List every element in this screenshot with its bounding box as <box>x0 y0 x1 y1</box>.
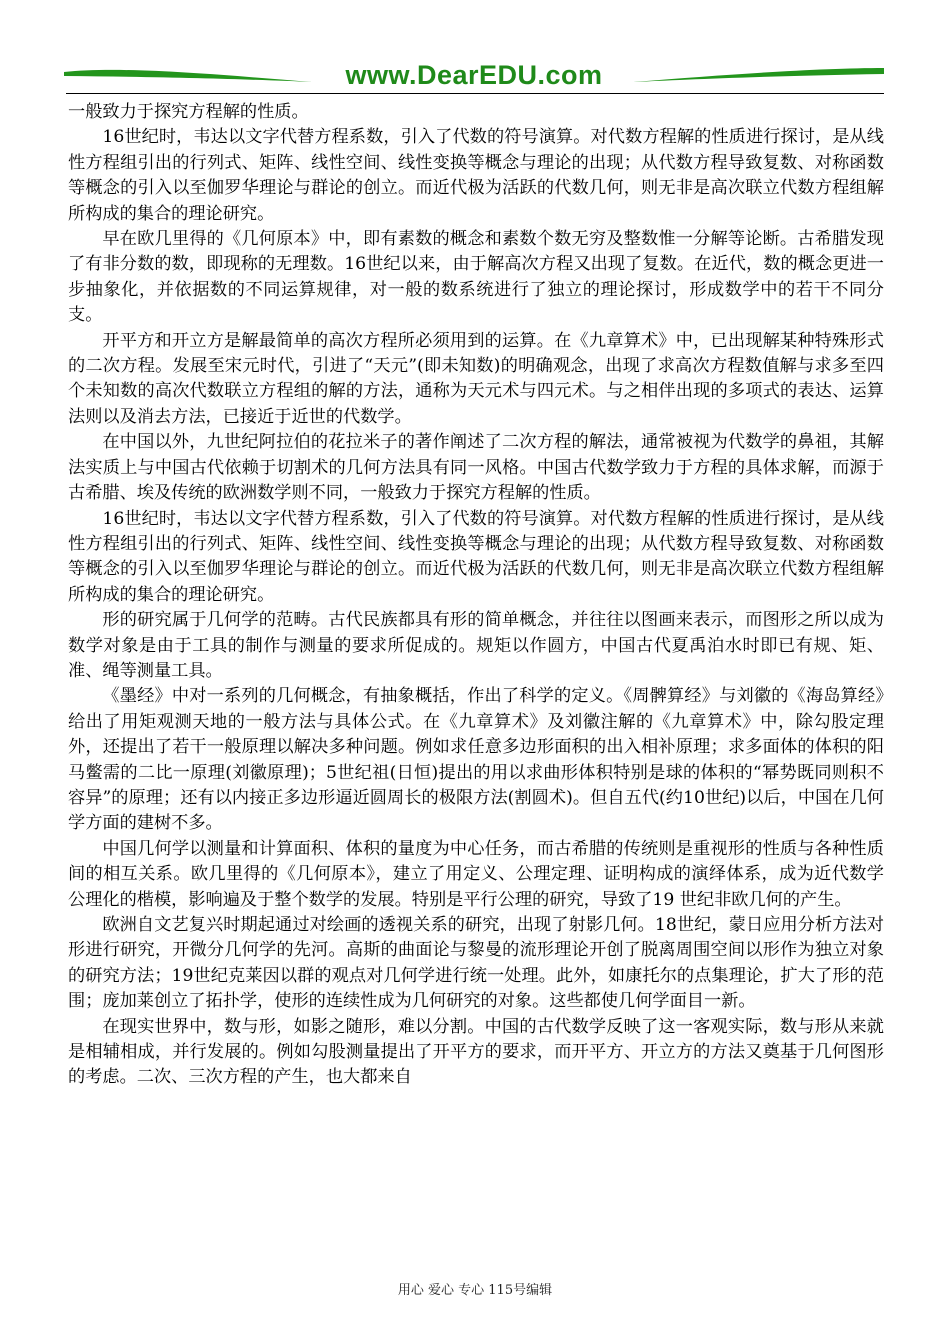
paragraph: 欧洲自文艺复兴时期起通过对绘画的透视关系的研究，出现了射影几何。18世纪，蒙日应用分析方法对形进行研究，开微分几何学的先河。高斯的曲面论与黎曼的流形理论开创了脱离周围空间以形作为独立对象的研究方法；19世纪克莱因以群的观点对几何学进行统一处理。此外，如康托尔的点集理论，扩大了形的范围；庞加莱创立了拓扑学，使形的连续性成为几何研究的对象。这些都使几何学面目一新。 <box>68 915 884 1012</box>
paragraph: 早在欧几里得的《几何原本》中，即有素数的概念和素数个数无穷及整数惟一分解等论断。古希腊发现了有非分数的数，即现称的无理数。16世纪以来，由于解高次方程又出现了复数。在近代，数的概念更进一步抽象化，并依据数的不同运算规律，对一般的数系统进行了独立的理论探讨，形成数学中的若干不同分支。 <box>68 229 884 326</box>
paragraph: 在中国以外，九世纪阿拉伯的花拉米子的著作阐述了二次方程的解法，通常被视为代数学的鼻祖，其解法实质上与中国古代依赖于切割术的几何方法具有同一风格。中国古代数学致力于方程的具体求解，而源于古希腊、埃及传统的欧洲数学则不同，一般致力于探究方程解的性质。 <box>68 432 884 504</box>
paragraph: 形的研究属于几何学的范畴。古代民族都具有形的简单概念，并往往以图画来表示，而图形之所以成为数学对象是由于工具的制作与测量的要求所促成的。规矩以作圆方，中国古代夏禹泊水时即已有规、矩、准、绳等测量工具。 <box>68 610 884 681</box>
site-title: www.DearEDU.com <box>345 60 603 90</box>
paragraph: 在现实世界中，数与形，如影之随形，难以分割。中国的古代数学反映了这一客观实际，数与形从来就是相辅相成，并行发展的。例如勾股测量提出了开平方的要求，而开平方、开立方的方法又奠基于几何图形的考虑。二次、三次方程的产生，也大都来自 <box>68 1016 884 1088</box>
paragraph: 《墨经》中对一系列的几何概念，有抽象概括，作出了科学的定义。《周髀算经》与刘徽的《海岛算经》给出了用矩观测天地的一般方法与具体公式。在《九章算术》及刘徽注解的《九章算术》中，除勾股定理外，还提出了若干一般原理以解决多种问题。例如求任意多边形面积的出入相补原理；求多面体的体积的阳马鳖需的二比一原理(刘徽原理)；5世纪祖(日恒)提出的用以求曲形体积特别是球的体积的“幂势既同则积不容异”的原理；还有以内接正多边形逼近圆周长的极限方法(割圆术)。但自五代(约10世纪)以后，中国在几何学方面的建树不多。 <box>68 686 884 834</box>
article-body <box>68 100 884 1091</box>
paragraph: 16世纪时，韦达以文字代替方程系数，引入了代数的符号演算。对代数方程解的性质进行探讨，是从线性方程组引出的行列式、矩阵、线性空间、线性变换等概念与理论的出现；从代数方程导致复数、对称函数等概念的引入以至伽罗华理论与群论的创立。而近代极为活跃的代数几何，则无非是高次联立代数方程组解所构成的集合的理论研究。 <box>68 508 884 605</box>
paragraph: 一般致力于探究方程解的性质。 <box>68 102 309 122</box>
paragraph: 16世纪时，韦达以文字代替方程系数，引入了代数的符号演算。对代数方程解的性质进行探讨，是从线性方程组引出的行列式、矩阵、线性空间、线性变换等概念与理论的出现；从代数方程导致复数、对称函数等概念的引入以至伽罗华理论与群论的创立。而近代极为活跃的代数几何，则无非是高次联立代数方程组解所构成的集合的理论研究。 <box>68 127 884 224</box>
paragraph: 开平方和开立方是解最简单的高次方程所必须用到的运算。在《九章算术》中，已出现解某种特殊形式的二次方程。发展至宋元时代，引进了“天元”(即未知数)的明确观念，出现了求高次方程数值解与求多至四个未知数的高次代数联立方程组的解的方法，通称为天元术与四元术。与之相伴出现的多项式的表达、运算法则以及消去方法，已接近于近世的代数学。 <box>68 330 884 427</box>
paragraph: 中国几何学以测量和计算面积、体积的量度为中心任务，而古希腊的传统则是重视形的性质与各种性质间的相互关系。欧几里得的《几何原本》，建立了用定义、公理定理、证明构成的演绎体系，成为近代数学公理化的楷模，影响遍及于整个数学的发展。特别是平行公理的研究，导致了19 世纪非欧几何的产生。 <box>68 838 884 910</box>
page-footer: 用心 爱心 专心 115号编辑 <box>397 1283 553 1298</box>
page-header <box>62 52 886 96</box>
header-divider <box>66 93 884 94</box>
